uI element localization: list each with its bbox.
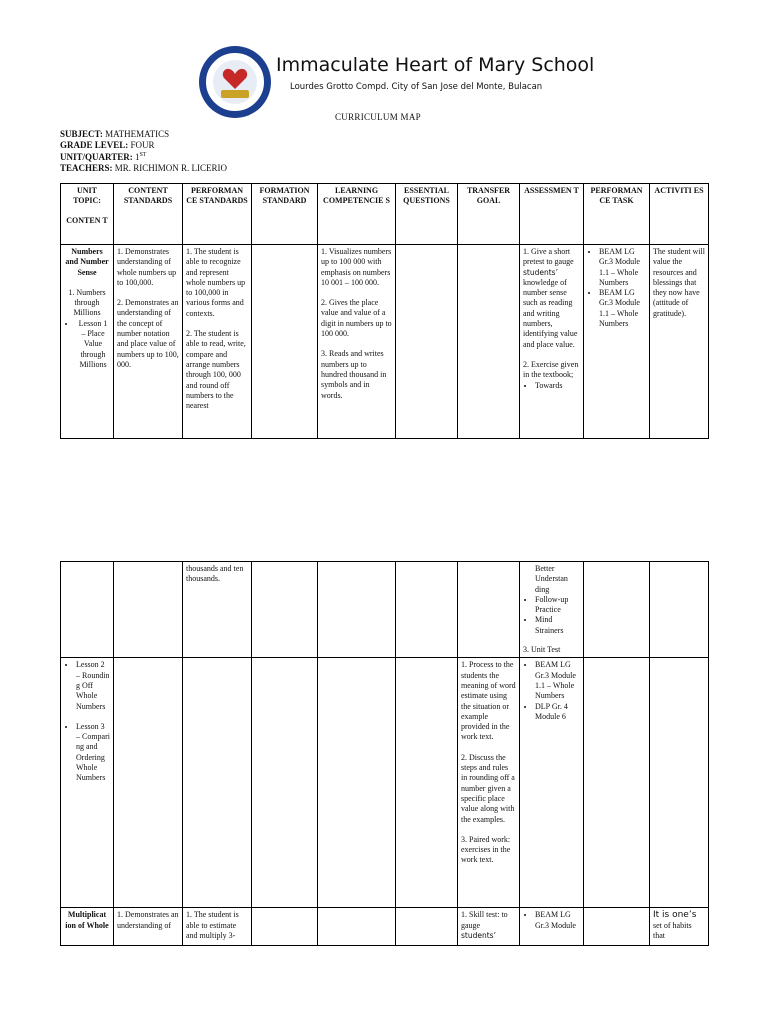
assessment-1b: students’: [523, 267, 558, 277]
assessment-list: [523, 910, 580, 931]
lesson-list: [64, 319, 110, 370]
performance-task-cell: [584, 245, 650, 439]
activities-cell: [650, 658, 709, 908]
unit-topic-cell: [61, 658, 114, 908]
task-list: [587, 247, 646, 329]
formation-standard-cell: [252, 908, 318, 946]
transfer-goal-cell: [458, 658, 520, 908]
transfer-goal-1: 1. Process to the students the meaning of word estimate using the situation or example provided in the work text.: [461, 660, 516, 742]
formation-standard-cell: [252, 245, 318, 439]
school-address: Lourdes Grotto Compd. City of San Jose del Monte, Bulacan: [290, 82, 543, 92]
essential-questions-cell: [396, 658, 458, 908]
performance-task-cell: [584, 658, 650, 908]
performance-standards-cell: [183, 245, 252, 439]
performance-standards-cell: 1. The student is able to estimate and multiply 3-: [183, 908, 252, 946]
performance-task-cell: [584, 908, 650, 946]
performance-standard-2: 2. The student is able to read, write, compare and arrange numbers through 100, 000 and round off numbers to the nearest: [186, 329, 246, 411]
col-unit-topic: [61, 184, 114, 245]
activities-cell: [650, 908, 709, 946]
unit-line: [60, 150, 227, 163]
formation-standard-cell: [252, 658, 318, 908]
subject-value: MATHEMATICS: [105, 129, 170, 139]
assessment-bullet-1: • BEAM LG Gr.3 Module: [535, 910, 580, 931]
activities-a: It is one’s: [653, 910, 697, 921]
content-standard-1: 1. Demonstrates understanding of whole numbers up to 100,000.: [117, 247, 177, 287]
col-activities: ACTIVITI ES: [650, 184, 709, 245]
topic-title: Numbers and Number Sense: [65, 247, 109, 277]
activities-cell: [650, 562, 709, 658]
learning-competencies-cell: [318, 562, 396, 658]
assessment-bullet-1: • BEAM LG Gr.3 Module 1.1 – Whole Numbers: [535, 660, 580, 701]
curriculum-table-bottom: [60, 561, 709, 946]
assessment-1a: 1. Give a short pretest to gauge: [523, 247, 574, 267]
content-standards-cell: 1. Demonstrates an understanding of: [114, 908, 183, 946]
assessment-1c: knowledge of number sense such as reading and writing numbers, identifying value and place value.: [523, 277, 578, 349]
assessment-bullet-2: • DLP Gr. 4 Module 6: [535, 702, 580, 723]
grade-label: GRADE LEVEL:: [60, 139, 129, 150]
competency-2: 2. Gives the place value and value of a digit in numbers up to 100 000.: [321, 298, 392, 339]
unit-value: 1: [134, 152, 140, 162]
competency-1: 1. Visualizes numbers up to 100 000 with emphasis on numbers 10 001 – 100 000.: [321, 247, 392, 287]
skill-test-a: 1. Skill test: to gauge: [461, 910, 508, 930]
table-row: [61, 245, 709, 439]
transfer-goal-3: 3. Paired work: exercises in the work text.: [461, 834, 511, 865]
assessment-2: 2. Exercise given in the textbook;: [523, 359, 579, 380]
competency-3: 3. Reads and writes numbers up to hundred thousand in symbols and in words.: [321, 349, 387, 400]
assessment-cell: [520, 658, 584, 908]
assessment-bullet-1: • Follow-up Practice: [535, 595, 580, 616]
curriculum-table-top: [60, 183, 709, 439]
table-row: [61, 908, 709, 946]
transfer-goal-2: 2. Discuss the steps and rules in rounding off a number given a specific place value along with the examples.: [461, 752, 515, 824]
learning-competencies-cell: [318, 245, 396, 439]
unit-topic-cell: [61, 562, 114, 658]
col-assessment: ASSESSMEN T: [520, 184, 584, 245]
topic-sub: 1. Numbers through Millions: [68, 287, 106, 318]
activities-cell: The student will value the resources and blessings that they now have (attitude of gratitude).: [650, 245, 709, 439]
content-standards-cell: [114, 562, 183, 658]
assessment-cell: [520, 562, 584, 658]
unit-topic-cell: Multiplicat ion of Whole: [61, 908, 114, 946]
document-title: CURRICULUM MAP: [335, 112, 421, 122]
heart-icon: [222, 68, 248, 90]
assessment-bullet: • Towards: [535, 381, 580, 391]
table-row: [61, 658, 709, 908]
assessment-3: 3. Unit Test: [523, 645, 561, 655]
lesson-item: • Lesson 1 – Place Value through Millions: [76, 319, 110, 370]
unit-label: UNIT/QUARTER:: [60, 152, 133, 162]
essential-questions-cell: [396, 908, 458, 946]
transfer-goal-cell: [458, 245, 520, 439]
formation-standard-cell: [252, 562, 318, 658]
unit-sup: ST: [139, 152, 147, 158]
content-standards-cell: [114, 245, 183, 439]
assessment-bullet-2: • Mind Strainers: [535, 615, 580, 636]
assessment-list: [523, 660, 580, 722]
teachers-line: [60, 163, 227, 174]
performance-task-cell: [584, 562, 650, 658]
performance-standard-1: 1. The student is able to recognize and represent whole numbers up to 100,000 in various forms and contexts.: [186, 247, 246, 318]
table-row: [61, 562, 709, 658]
col-performance-standards: PERFORMAN CE STANDARDS: [183, 184, 252, 245]
assessment-continued: Better Understan ding: [535, 564, 568, 594]
col-formation-standard: FORMATION STANDARD: [252, 184, 318, 245]
performance-standards-cell: [183, 658, 252, 908]
assessment-list: [523, 595, 580, 636]
content-standards-cell: [114, 658, 183, 908]
content-standard-2: 2. Demonstrates an understanding of the concept of number notation and place value of numbers up to 100, 000.: [117, 298, 179, 369]
lesson-3-item: • Lesson 3 – Compari ng and Ordering Whole Numbers: [76, 722, 110, 784]
lesson-2-item: • Lesson 2 – Roundin g Off Whole Numbers: [76, 660, 110, 711]
col-essential-questions: ESSENTIAL QUESTIONS: [396, 184, 458, 245]
book-icon: [221, 90, 249, 98]
task-item-1: • BEAM LG Gr.3 Module 1.1 – Whole Numbers: [599, 247, 646, 288]
col-performance-task: PERFORMAN CE TASK: [584, 184, 650, 245]
skill-test-b: students’: [461, 930, 496, 940]
grade-value: FOUR: [130, 139, 155, 150]
performance-standards-cell: thousands and ten thousands.: [183, 562, 252, 658]
assessment-cell: [520, 908, 584, 946]
unit-topic-label: UNIT TOPIC:: [73, 186, 101, 206]
school-seal-icon: [199, 46, 271, 118]
subject-line: [60, 129, 227, 140]
teachers-value: MR. RICHIMON R. LICERIO: [114, 162, 228, 173]
transfer-goal-cell: [458, 908, 520, 946]
essential-questions-cell: [396, 245, 458, 439]
assessment-list: [523, 381, 580, 391]
col-transfer-goal: TRANSFER GOAL: [458, 184, 520, 245]
learning-competencies-cell: [318, 658, 396, 908]
lesson-list: [64, 660, 110, 783]
header-row: [61, 184, 709, 245]
document-meta: [60, 129, 227, 173]
col-content-standards: CONTENT STANDARDS: [114, 184, 183, 245]
transfer-goal-cell: [458, 562, 520, 658]
essential-questions-cell: [396, 562, 458, 658]
grade-line: [60, 140, 227, 151]
subject-label: SUBJECT:: [60, 129, 103, 139]
teachers-label: TEACHERS:: [60, 162, 113, 173]
task-item-2: • BEAM LG Gr.3 Module 1.1 – Whole Numbers: [599, 288, 646, 329]
assessment-cell: [520, 245, 584, 439]
col-learning-competencies: LEARNING COMPETENCIE S: [318, 184, 396, 245]
unit-content-label: CONTEN T: [66, 215, 108, 225]
activities-b: set of habits that: [653, 920, 692, 940]
learning-competencies-cell: [318, 908, 396, 946]
school-name: Immaculate Heart of Mary School: [276, 54, 595, 76]
seal-emblem: [213, 60, 257, 104]
unit-topic-cell: [61, 245, 114, 439]
